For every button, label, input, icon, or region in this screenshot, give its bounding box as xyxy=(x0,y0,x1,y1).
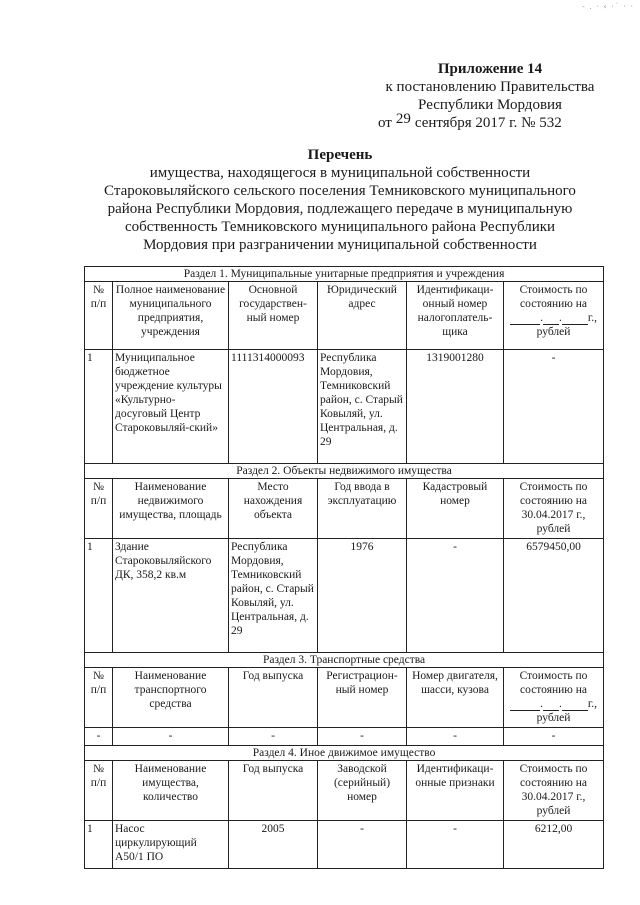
cell-cost: - xyxy=(504,350,604,464)
cell-engine-number: - xyxy=(407,728,504,746)
cell-cost: - xyxy=(504,728,604,746)
header-cell: Стоимость по состоянию на 30.04.2017 г., рублей xyxy=(504,761,604,821)
header-cell: Заводской (серийный) номер xyxy=(318,761,407,821)
property-table-container xyxy=(84,266,603,905)
cost-header-text: Стоимость по состоянию на xyxy=(519,670,588,696)
header-cell: Наименование имущества, количество xyxy=(113,761,229,821)
subtitle-line: собственность Темниковского муниципального района Республики xyxy=(124,219,556,235)
subtitle-line: района Республики Мордовия, подлежащего передаче в муниципальную xyxy=(107,201,573,217)
header-cell: Регистрацион-ный номер xyxy=(318,668,407,728)
cell-year: 1976 xyxy=(318,539,407,653)
subtitle-line: Мордовия при разграничении муниципальной собственности xyxy=(143,237,537,253)
table-header-row xyxy=(85,761,604,821)
cost-header-date-blank: . . г., xyxy=(506,311,601,325)
date-day: 29 xyxy=(395,111,411,127)
section-title-row xyxy=(85,653,604,668)
header-cell: № п/п xyxy=(85,668,113,728)
cell-number: 1 xyxy=(85,821,113,869)
header-cell: Кадастровый номер xyxy=(407,479,504,539)
cell-year: 2005 xyxy=(229,821,318,869)
header-cell: № п/п xyxy=(85,761,113,821)
subtitle-line: Староковыляйского сельского поселения Темниковского муниципального xyxy=(104,183,576,199)
appendix-line-1: к постановлению Правительства xyxy=(385,79,595,95)
subtitle-line: имущества, находящегося в муниципальной собственности xyxy=(149,165,531,181)
table-header-row xyxy=(85,479,604,539)
section-title-row xyxy=(85,464,604,479)
table-row xyxy=(85,728,604,746)
cell-cost: 6212,00 xyxy=(504,821,604,869)
cell-serial: - xyxy=(318,821,407,869)
header-cell: № п/п xyxy=(85,282,113,350)
appendix-date-line xyxy=(360,111,620,132)
section-3-title: Раздел 3. Транспортные средства xyxy=(85,653,604,668)
appendix-title: Приложение 14 xyxy=(437,61,543,77)
cell-reg-number: - xyxy=(318,728,407,746)
document-title-block xyxy=(80,146,600,254)
cell-cost: 6579450,00 xyxy=(504,539,604,653)
header-cell-cost xyxy=(504,668,604,728)
cell-cadastral: - xyxy=(407,539,504,653)
document-heading: Перечень xyxy=(307,147,373,163)
header-cell: Идентификаци-онный номер налогоплатель-щика xyxy=(407,282,504,350)
cell-identifiers: - xyxy=(407,821,504,869)
cell-number: 1 xyxy=(85,350,113,464)
cost-header-date-blank: . . г., xyxy=(506,697,601,711)
header-cell: Место нахождения объекта xyxy=(229,479,318,539)
cost-header-text: Стоимость по состоянию на xyxy=(519,284,588,310)
header-cell: Номер двигателя, шасси, кузова xyxy=(407,668,504,728)
appendix-line-2: Республики Мордовия xyxy=(418,97,562,113)
section-1-title: Раздел 1. Муниципальные унитарные предприятия и учреждения xyxy=(85,267,604,282)
cell-name: - xyxy=(113,728,229,746)
date-prefix: от xyxy=(378,115,392,131)
property-table xyxy=(84,266,604,869)
header-cell: Идентификаци-онные признаки xyxy=(407,761,504,821)
scan-corner-mark: - . · ‹ ·˙ · · xyxy=(581,2,634,11)
table-row xyxy=(85,539,604,653)
appendix-block xyxy=(360,60,620,132)
header-cell: Наименование транспортного средства xyxy=(113,668,229,728)
header-cell: Полное наименование муниципального предприятия, учреждения xyxy=(113,282,229,350)
header-cell: Основной государствен-ный номер xyxy=(229,282,318,350)
header-cell: Стоимость по состоянию на 30.04.2017 г., рублей xyxy=(504,479,604,539)
header-cell-cost xyxy=(504,282,604,350)
cell-name: Муниципальное бюджетное учреждение культуры «Культурно-досуговый Центр Староковыляй-ский» xyxy=(113,350,229,464)
header-cell: Год выпуска xyxy=(229,761,318,821)
date-rest: сентября 2017 г. № 532 xyxy=(414,115,562,131)
table-row xyxy=(85,350,604,464)
cost-header-unit: рублей xyxy=(536,326,571,338)
cell-ogrn: 1111314000093 xyxy=(229,350,318,464)
section-2-title: Раздел 2. Объекты недвижимого имущества xyxy=(85,464,604,479)
table-row xyxy=(85,821,604,869)
cell-inn: 1319001280 xyxy=(407,350,504,464)
header-cell: Наименование недвижимого имущества, площадь xyxy=(113,479,229,539)
header-cell: Год ввода в эксплуатацию xyxy=(318,479,407,539)
cell-number: - xyxy=(85,728,113,746)
section-title-row xyxy=(85,746,604,761)
header-cell: Год выпуска xyxy=(229,668,318,728)
cell-address: Республика Мордовия, Темниковский район, с. Старый Ковыляй, ул. Центральная, д. 29 xyxy=(318,350,407,464)
section-4-title: Раздел 4. Иное движимое имущество xyxy=(85,746,604,761)
section-title-row xyxy=(85,267,604,282)
cell-name: Здание Староковыляйского ДК, 358,2 кв.м xyxy=(113,539,229,653)
cell-year: - xyxy=(229,728,318,746)
cell-location: Республика Мордовия, Темниковский район, с. Старый Ковыляй, ул. Центральная, д. 29 xyxy=(229,539,318,653)
cell-number: 1 xyxy=(85,539,113,653)
table-header-row xyxy=(85,282,604,350)
cell-name: Насос циркулирующий А50/1 ПО xyxy=(113,821,229,869)
header-cell: № п/п xyxy=(85,479,113,539)
table-header-row xyxy=(85,668,604,728)
cost-header-unit: рублей xyxy=(536,712,571,724)
header-cell: Юридический адрес xyxy=(318,282,407,350)
